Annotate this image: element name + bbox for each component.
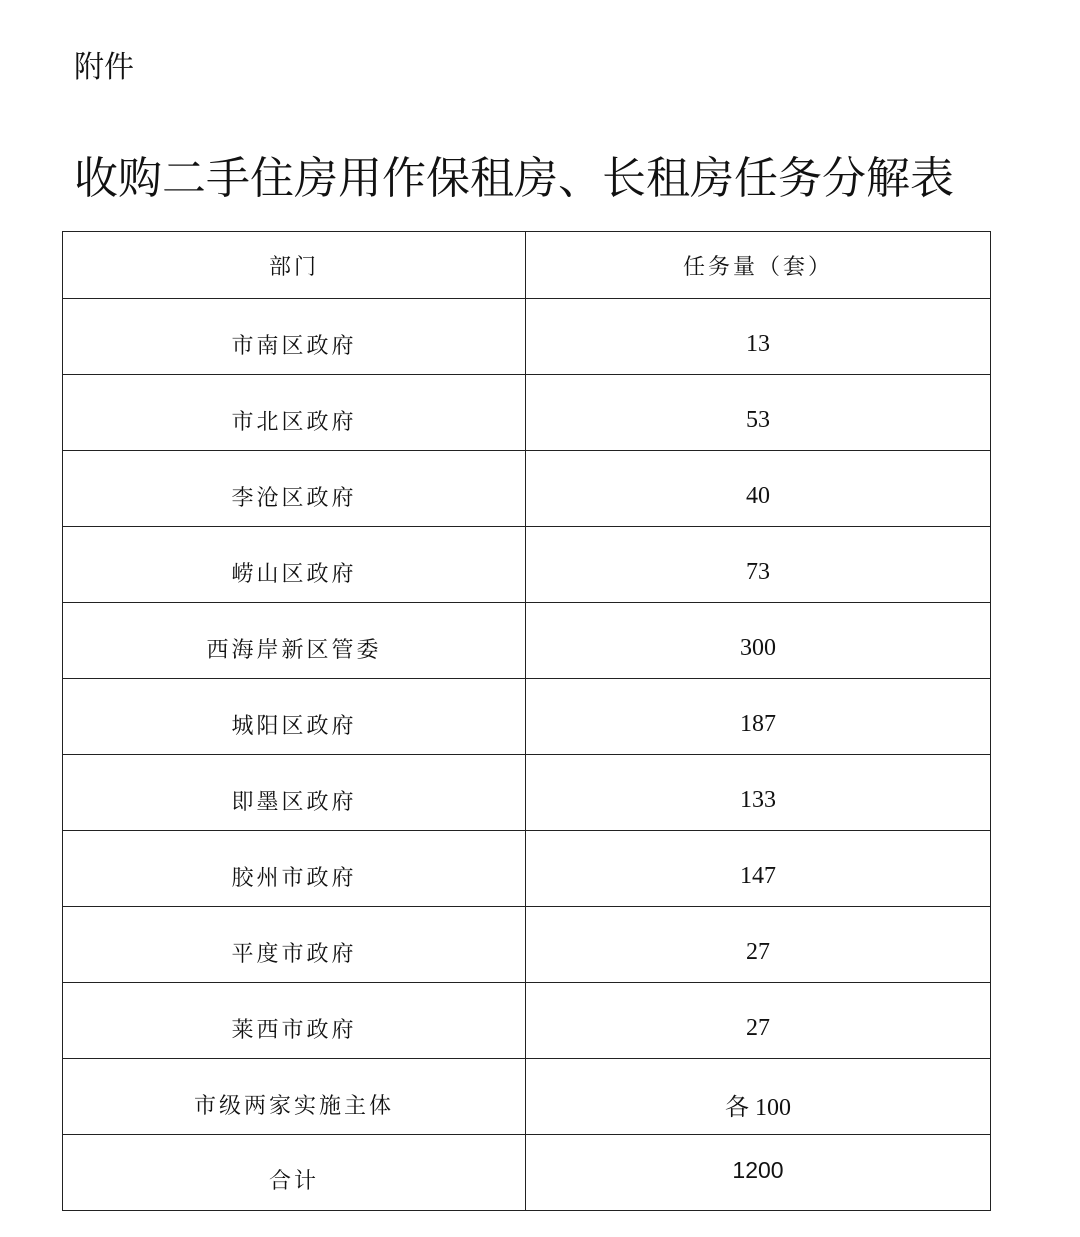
table-row <box>63 527 991 603</box>
table-row <box>63 679 991 755</box>
quantity-cell: 27 <box>526 983 991 1059</box>
table-header-row <box>63 232 991 299</box>
department-cell: 市北区政府 <box>63 375 526 451</box>
table-row <box>63 1059 991 1135</box>
table-total-row <box>63 1135 991 1211</box>
table-row <box>63 603 991 679</box>
total-label-cell: 合计 <box>63 1135 526 1211</box>
department-cell: 城阳区政府 <box>63 679 526 755</box>
department-cell: 市级两家实施主体 <box>63 1059 526 1135</box>
table-row <box>63 755 991 831</box>
department-cell: 西海岸新区管委 <box>63 603 526 679</box>
quantity-cell: 27 <box>526 907 991 983</box>
table-row <box>63 831 991 907</box>
task-breakdown-table <box>62 231 991 1211</box>
quantity-cell: 53 <box>526 375 991 451</box>
quantity-cell: 133 <box>526 755 991 831</box>
department-cell: 平度市政府 <box>63 907 526 983</box>
quantity-cell: 40 <box>526 451 991 527</box>
quantity-cell: 187 <box>526 679 991 755</box>
quantity-cell: 13 <box>526 299 991 375</box>
table-row <box>63 299 991 375</box>
department-cell: 崂山区政府 <box>63 527 526 603</box>
quantity-cell: 各 100 <box>526 1059 991 1135</box>
quantity-cell: 73 <box>526 527 991 603</box>
department-cell: 莱西市政府 <box>63 983 526 1059</box>
table-row <box>63 907 991 983</box>
page-title: 收购二手住房用作保租房、长租房任务分解表 <box>74 153 954 204</box>
header-department: 部门 <box>63 232 526 299</box>
attachment-label: 附件 <box>74 50 134 85</box>
quantity-cell: 147 <box>526 831 991 907</box>
department-cell: 胶州市政府 <box>63 831 526 907</box>
total-quantity-cell: 1200 <box>526 1135 991 1211</box>
header-quantity: 任务量（套） <box>526 232 991 299</box>
table-row <box>63 375 991 451</box>
table-row <box>63 983 991 1059</box>
department-cell: 李沧区政府 <box>63 451 526 527</box>
department-cell: 市南区政府 <box>63 299 526 375</box>
quantity-cell: 300 <box>526 603 991 679</box>
table-row <box>63 451 991 527</box>
department-cell: 即墨区政府 <box>63 755 526 831</box>
